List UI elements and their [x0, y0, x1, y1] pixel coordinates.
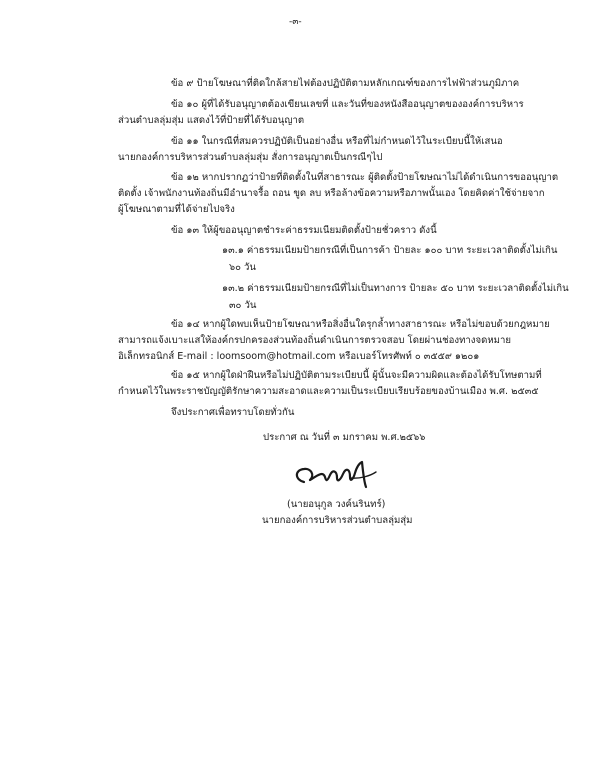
clause-13-line-1: ข้อ ๑๓ ให้ผู้ขออนุญาตชำระค่าธรรมเนียมติดตั้งป้ายชั่วคราว ดังนี้ — [171, 225, 437, 236]
clause-10-line-1: ข้อ ๑๐ ผู้ที่ได้รับอนุญาตต้องเขียนเลขที่ และวันที่ของหนังสืออนุญาตขององค์การบริหาร — [171, 99, 524, 110]
clause-11-line-2: นายกองค์การบริหารส่วนตำบลลุ่มสุ่ม สั่งการอนุญาตเป็นกรณีๆไป — [118, 152, 383, 163]
clause-14-line-3: อิเล็กทรอนิกส์ E-mail : loomsoom@hotmail.com หรือเบอร์โทรศัพท์ ๐ ๓๕๕๙ ๑๒๐๑ — [118, 351, 480, 362]
clause-10-line-2: ส่วนตำบลลุ่มสุ่ม แสดงไว้ที่ป้ายที่ได้รับอนุญาต — [118, 115, 305, 126]
clause-9-line-1: ข้อ ๙ ป้ายโฆษณาที่ติดใกล้สายไฟต้องปฏิบัติตามหลักเกณฑ์ของการไฟฟ้าส่วนภูมิภาค — [171, 78, 520, 89]
clause-15-line-2: กำหนดไว้ในพระราชบัญญัติรักษาความสะอาดและความเป็นระเบียบเรียบร้อยของบ้านเมือง พ.ศ. ๒๕๓๕ — [118, 386, 539, 397]
signer-title: นายกองค์การบริหารส่วนตำบลลุ่มสุ่ม — [262, 515, 413, 526]
clause-14-line-1: ข้อ ๑๔ หากผู้ใดพบเห็นป้ายโฆษณาหรือสิ่งอื่นใดรุกล้ำทางสาธารณะ หรือไม่ขอบด้วยกฎหมาย — [171, 319, 550, 330]
clause-13-1-line-1: ๑๓.๑ ค่าธรรมเนียมป้ายกรณีที่เป็นการค้า ป้ายละ ๑๐๐ บาท ระยะเวลาติดตั้งไม่เกิน — [222, 245, 558, 256]
clause-11-line-1: ข้อ ๑๑ ในกรณีที่สมควรปฏิบัติเป็นอย่างอื่น หรือที่ไม่กำหนดไว้ในระเบียบนี้ให้เสนอ — [171, 136, 503, 147]
clause-13-1-line-2: ๖๐ วัน — [229, 262, 256, 273]
handwritten-signature — [290, 458, 380, 496]
clause-15-line-1: ข้อ ๑๕ หากผู้ใดฝ่าฝืนหรือไม่ปฏิบัติตามระเบียบนี้ ผู้นั้นจะมีความผิดและต้องได้รับโทษตามที่ — [171, 370, 542, 381]
clause-14-line-2: สามารถแจ้งเบาะแสให้องค์กรปกครองส่วนท้องถิ่นดำเนินการตรวจสอบ โดยผ่านช่องทางจดหมาย — [118, 335, 511, 346]
signer-name: (นายอนุกูล วงค์นรินทร์) — [287, 499, 386, 510]
page-number: -๓- — [289, 17, 302, 27]
clause-13-2-line-1: ๑๓.๒ ค่าธรรมเนียมป้ายกรณีที่ไม่เป็นทางการ ป้ายละ ๕๐ บาท ระยะเวลาติดตั้งไม่เกิน — [222, 283, 569, 294]
clause-12-line-2: ติดตั้ง เจ้าพนักงานท้องถิ่นมีอำนาจรื้อ ถอน ขูด ลบ หรือล้างข้อความหรือภาพนั้นเอง โดยคิดค่าใช้จ่ายจาก — [118, 188, 545, 199]
announcement-date: ประกาศ ณ วันที่ ๓ มกราคม พ.ศ.๒๕๖๖ — [263, 432, 426, 443]
clause-12-line-1: ข้อ ๑๒ หากปรากฏว่าป้ายที่ติดตั้งในที่สาธารณะ ผู้ติดตั้งป้ายโฆษณาไม่ได้ดำเนินการขออนุญาต — [171, 172, 559, 183]
clause-13-2-line-2: ๓๐ วัน — [229, 300, 257, 311]
announcement-closing: จึงประกาศเพื่อทราบโดยทั่วกัน — [171, 407, 295, 418]
clause-12-line-3: ผู้โฆษณาตามที่ได้จ่ายไปจริง — [118, 204, 235, 215]
